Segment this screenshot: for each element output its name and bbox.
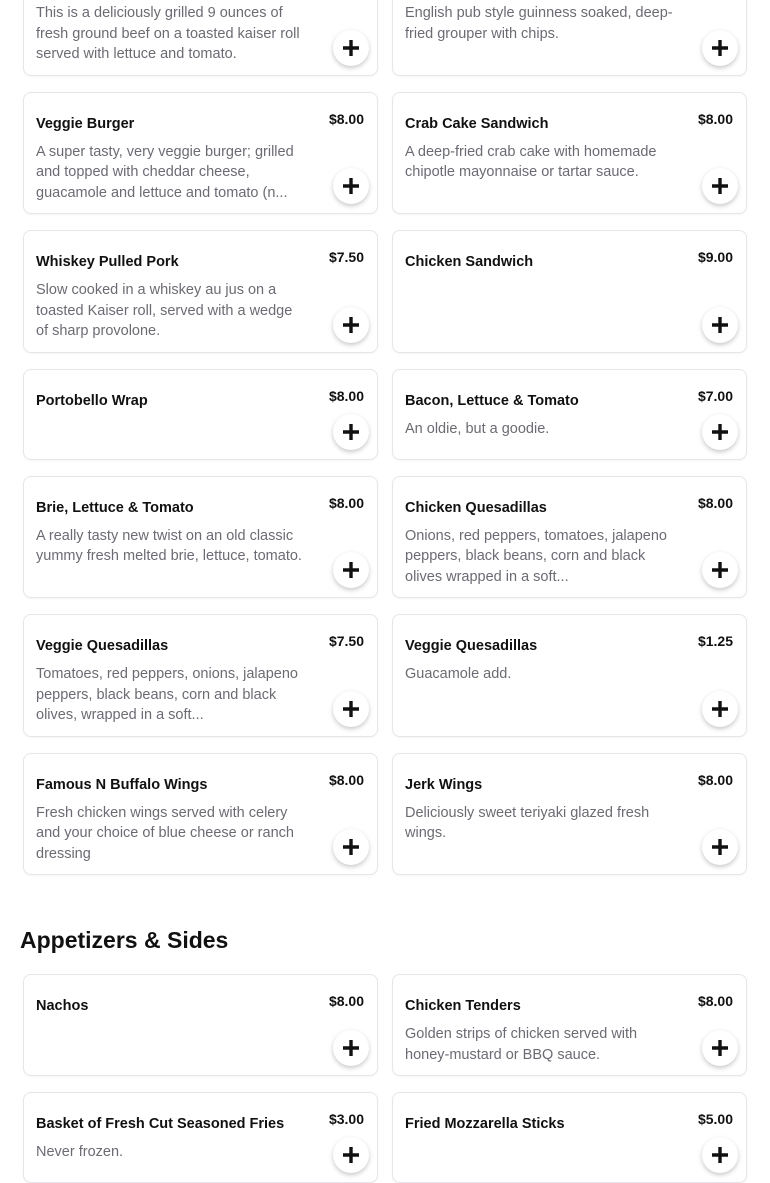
item-description: This is a deliciously grilled 9 ounces of fresh ground beef on a toasted kaiser roll served with lettuce and tomato. [36,5,300,62]
item-name: Whiskey Pulled Pork [36,254,179,270]
plus-icon [710,422,730,442]
item-price: $5.00 [697,1111,733,1127]
item-price: $8.00 [328,494,364,511]
item-description: A super tasty, very veggie burger; grilled and topped with cheddar cheese, guacamole and lettuce and tomato (n... [36,143,294,201]
menu-item-card[interactable] [23,92,378,215]
item-price: $8.00 [328,387,364,404]
item-price: $7.00 [697,387,733,404]
menu-item-card[interactable] [392,230,747,353]
menu-item-card[interactable] [392,974,747,1076]
add-item-button[interactable] [702,414,738,450]
menu-item-card[interactable] [23,614,378,737]
item-price: $8.00 [697,494,733,511]
item-name: Chicken Tenders [405,998,521,1014]
plus-icon [341,560,361,580]
item-description: Guacamole add. [405,666,512,682]
plus-icon [710,38,730,58]
add-item-button[interactable] [333,691,369,727]
item-name: Crab Cake Sandwich [405,115,549,132]
item-price: $7.50 [328,633,364,649]
menu-item-card[interactable] [23,369,378,460]
item-description: Tomatoes, red peppers, onions, jalapeno peppers, black beans, corn and black olives, wrapped in a soft... [36,666,298,723]
item-name: Nachos [36,998,89,1014]
item-price: $8.00 [697,993,733,1009]
item-name: Veggie Quesadillas [405,638,538,654]
item-price: $8.00 [697,771,733,788]
item-description: Golden strips of chicken served with honey-mustard or BBQ sauce. [405,1026,638,1063]
item-name: Basket of Fresh Cut Seasoned Fries [36,1116,285,1132]
item-name: Brie, Lettuce & Tomato [36,499,194,516]
add-item-button[interactable] [702,168,738,204]
plus-icon [710,176,730,196]
add-item-button[interactable] [702,829,738,865]
plus-icon [710,1038,730,1058]
plus-icon [710,1145,730,1165]
menu-item-card[interactable] [23,753,378,876]
item-name: Chicken Quesadillas [405,499,547,516]
item-name: Veggie Burger [36,115,135,132]
add-item-button[interactable] [702,30,738,66]
add-item-button[interactable] [702,307,738,343]
plus-icon [341,837,361,857]
plus-icon [341,699,361,719]
plus-icon [710,315,730,335]
section-title: Appetizers & Sides [20,927,229,953]
plus-icon [341,176,361,196]
menu-section-appetizers [23,974,747,1183]
add-item-button[interactable] [702,552,738,588]
menu-item-card[interactable] [23,476,378,599]
item-description: A really tasty new twist on an old classic yummy fresh melted brie, lettuce, tomato. [36,527,302,564]
menu-item-card[interactable] [392,92,747,215]
item-price: $3.00 [328,1111,364,1127]
add-item-button[interactable] [333,307,369,343]
item-description: Never frozen. [36,1144,124,1160]
item-price: $8.00 [328,993,364,1009]
item-description: A deep-fried crab cake with homemade chipotle mayonnaise or tartar sauce. [405,143,657,180]
menu-item-card[interactable] [392,614,747,737]
item-description: Slow cooked in a whiskey au jus on a toasted Kaiser roll, served with a wedge of sharp provolone. [36,282,293,339]
item-price: $8.00 [328,110,364,127]
menu-item-card[interactable] [392,476,747,599]
item-name: Famous N Buffalo Wings [36,776,208,793]
add-item-button[interactable] [333,30,369,66]
plus-icon [341,1038,361,1058]
menu-item-card[interactable] [23,0,378,76]
add-item-button[interactable] [333,1030,369,1066]
item-name: Chicken Sandwich [405,254,534,270]
item-description: Onions, red peppers, tomatoes, jalapeno peppers, black beans, corn and black olives wrapped in a soft... [405,527,667,585]
add-item-button[interactable] [702,1137,738,1173]
plus-icon [341,315,361,335]
item-price: $9.00 [697,249,733,265]
plus-icon [710,560,730,580]
item-description: An oldie, but a goodie. [405,420,550,437]
plus-icon [710,837,730,857]
item-price: $7.50 [328,249,364,265]
item-description: English pub style guinness soaked, deep-fried grouper with chips. [405,5,673,42]
add-item-button[interactable] [333,552,369,588]
menu-section-sandwiches [23,0,747,875]
item-name: Veggie Quesadillas [36,638,169,654]
item-name: Jerk Wings [405,776,483,793]
item-description: Deliciously sweet teriyaki glazed fresh wings. [405,804,650,841]
add-item-button[interactable] [333,414,369,450]
item-name: Fried Mozzarella Sticks [405,1116,565,1132]
menu-item-card[interactable] [392,369,747,460]
plus-icon [341,38,361,58]
item-name: Portobello Wrap [36,392,148,409]
add-item-button[interactable] [333,829,369,865]
add-item-button[interactable] [333,168,369,204]
add-item-button[interactable] [702,691,738,727]
menu-item-card[interactable] [23,230,378,353]
plus-icon [341,422,361,442]
menu-item-card[interactable] [392,753,747,876]
menu-item-card[interactable] [392,0,747,76]
item-description: Fresh chicken wings served with celery and your choice of blue cheese or ranch dressing [36,804,294,862]
item-price: $8.00 [697,110,733,127]
item-name: Bacon, Lettuce & Tomato [405,392,579,409]
item-price: $1.25 [697,633,733,649]
menu [20,0,747,1183]
plus-icon [341,1145,361,1165]
plus-icon [710,699,730,719]
add-item-button[interactable] [702,1030,738,1066]
item-price: $8.00 [328,771,364,788]
menu-item-card[interactable] [23,974,378,1076]
add-item-button[interactable] [333,1137,369,1173]
